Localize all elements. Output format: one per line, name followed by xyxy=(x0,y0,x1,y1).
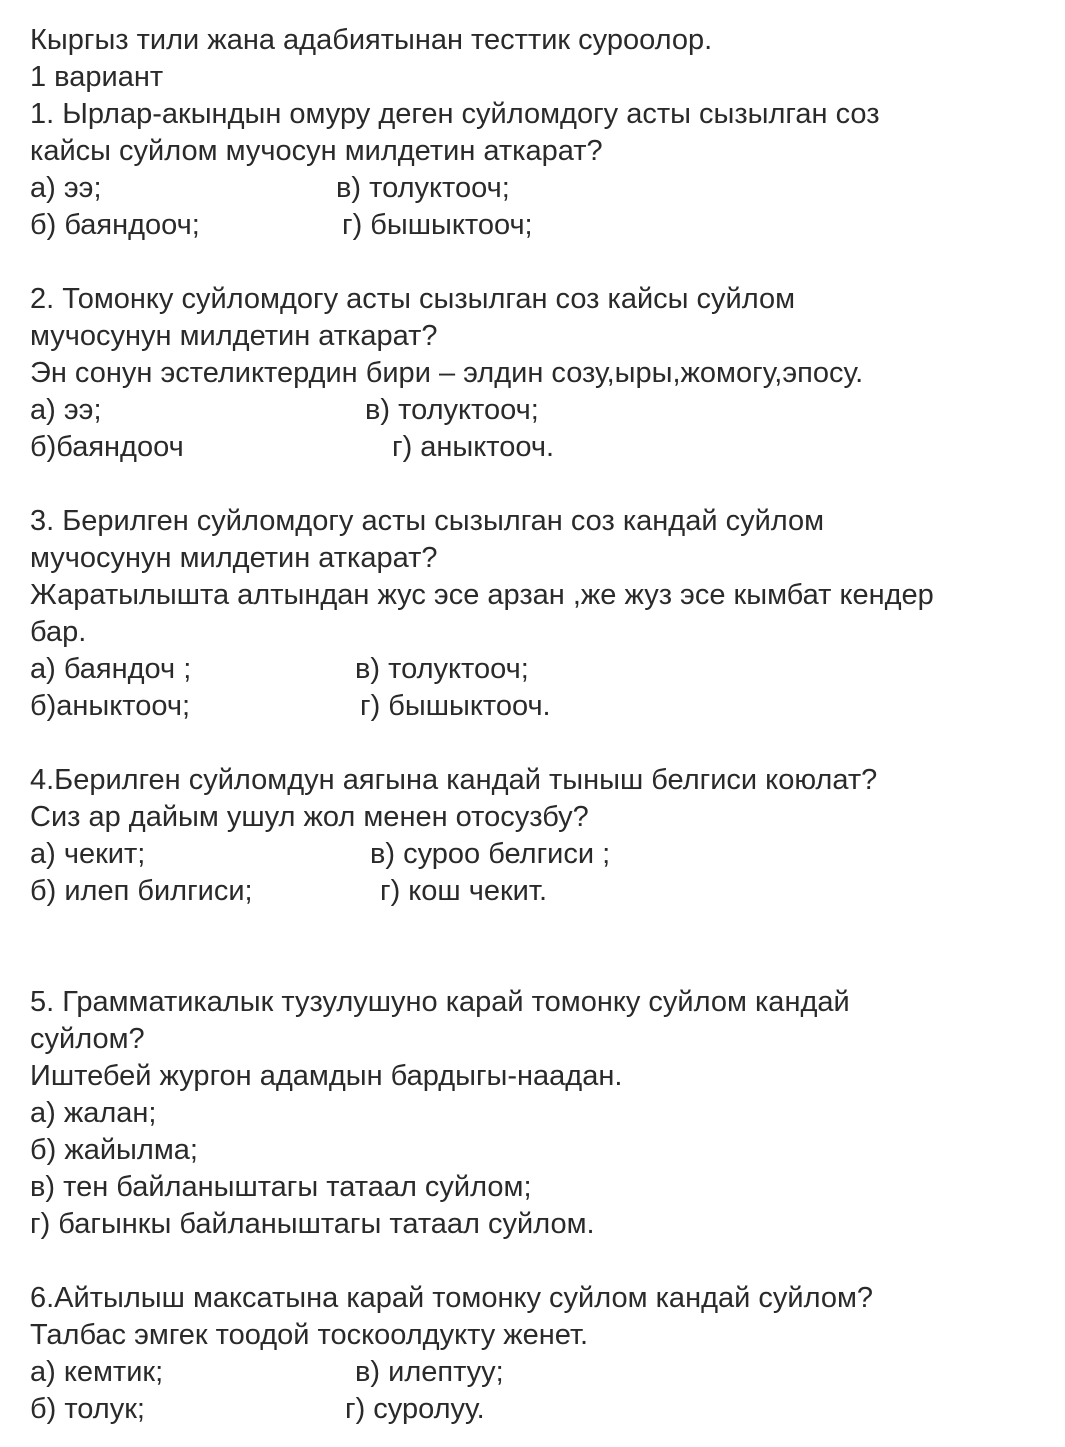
question-6-option-a: а) кемтик; xyxy=(30,1356,164,1388)
question-1 xyxy=(30,96,1050,244)
question-1-option-b: б) баяндооч; xyxy=(30,209,200,241)
question-4-option-g: г) кош чекит. xyxy=(380,875,548,907)
question-5-option-g: г) багынкы байланыштагы татаал суйлом. xyxy=(30,1208,595,1240)
question-5-option-b: б) жайылма; xyxy=(30,1134,198,1166)
question-3-text-line-2: мучосунун милдетин аткарат? xyxy=(30,542,438,574)
question-2-option-v: в) толуктооч; xyxy=(365,394,539,426)
question-6-text-line-1: 6.Айтылыш максатына карай томонку суйлом кандай суйлом? xyxy=(30,1282,874,1314)
question-3-sentence-line-1: Жаратылышта алтындан жус эсе арзан ,же жуз эсе кымбат кендер xyxy=(30,579,934,611)
question-4-text-line-1: 4.Берилген суйломдун аягына кандай тыныш белгиси коюлат? xyxy=(30,764,878,796)
question-2-option-b: б)баяндооч xyxy=(30,431,184,463)
question-1-option-g: г) бышыктооч; xyxy=(342,209,533,241)
question-1-text-line-1: 1. Ырлар-акындын омуру деген суйломдогу асты сызылган соз xyxy=(30,98,880,130)
question-3-option-b: б)аныктооч; xyxy=(30,690,191,722)
test-document xyxy=(30,22,1050,1428)
question-6 xyxy=(30,1280,1050,1428)
question-5 xyxy=(30,984,1050,1243)
question-6-sentence: Талбас эмгек тоодой тоскоолдукту женет. xyxy=(30,1319,589,1351)
question-3-option-a: а) баяндоч ; xyxy=(30,653,192,685)
question-6-option-v: в) илептуу; xyxy=(355,1356,504,1388)
question-6-options-row-1 xyxy=(30,1354,1050,1391)
question-3-option-g: г) бышыктооч. xyxy=(360,690,551,722)
document-title: Кыргыз тили жана адабиятынан тесттик суроолор. xyxy=(30,24,713,56)
question-4 xyxy=(30,762,1050,910)
question-2-option-g: г) аныктооч. xyxy=(392,431,555,463)
question-3-option-v: в) толуктооч; xyxy=(355,653,529,685)
question-3-sentence-line-2: бар. xyxy=(30,616,87,648)
question-1-option-v: в) толуктооч; xyxy=(336,172,510,204)
question-4-sentence: Сиз ар дайым ушул жол менен отосузбу? xyxy=(30,801,589,833)
question-5-text-line-2: суйлом? xyxy=(30,1023,145,1055)
question-6-option-g: г) суролуу. xyxy=(345,1393,485,1425)
question-4-options-row-2 xyxy=(30,873,1050,910)
question-3-options-row-2 xyxy=(30,688,1050,725)
question-2-text-line-1: 2. Томонку суйломдогу асты сызылган соз кайсы суйлом xyxy=(30,283,796,315)
question-5-sentence: Иштебей жургон адамдын бардыгы-наадан. xyxy=(30,1060,623,1092)
question-5-option-v: в) тен байланыштагы татаал суйлом; xyxy=(30,1171,532,1203)
question-3-text-line-1: 3. Берилген суйломдогу асты сызылган соз кандай суйлом xyxy=(30,505,825,537)
question-3 xyxy=(30,503,1050,725)
question-1-options-row-2 xyxy=(30,207,1050,244)
question-4-option-b: б) илеп билгиси; xyxy=(30,875,253,907)
question-2-text-line-2: мучосунун милдетин аткарат? xyxy=(30,320,438,352)
question-6-options-row-2 xyxy=(30,1391,1050,1428)
variant-label: 1 вариант xyxy=(30,61,164,93)
question-5-text-line-1: 5. Грамматикалык тузулушуно карай томонку суйлом кандай xyxy=(30,986,850,1018)
question-1-options-row-1 xyxy=(30,170,1050,207)
question-2 xyxy=(30,281,1050,466)
question-2-option-a: а) ээ; xyxy=(30,394,102,426)
question-2-options-row-2 xyxy=(30,429,1050,466)
question-3-options-row-1 xyxy=(30,651,1050,688)
question-2-sentence: Эн сонун эстеликтердин бири – элдин созу,ыры,жомогу,эпосу. xyxy=(30,357,864,389)
question-4-option-v: в) суроо белгиси ; xyxy=(370,838,611,870)
question-5-option-a: а) жалан; xyxy=(30,1097,157,1129)
question-4-options-row-1 xyxy=(30,836,1050,873)
question-1-text-line-2: кайсы суйлом мучосун милдетин аткарат? xyxy=(30,135,603,167)
question-2-options-row-1 xyxy=(30,392,1050,429)
question-6-option-b: б) толук; xyxy=(30,1393,145,1425)
question-4-option-a: а) чекит; xyxy=(30,838,146,870)
question-1-option-a: а) ээ; xyxy=(30,172,102,204)
